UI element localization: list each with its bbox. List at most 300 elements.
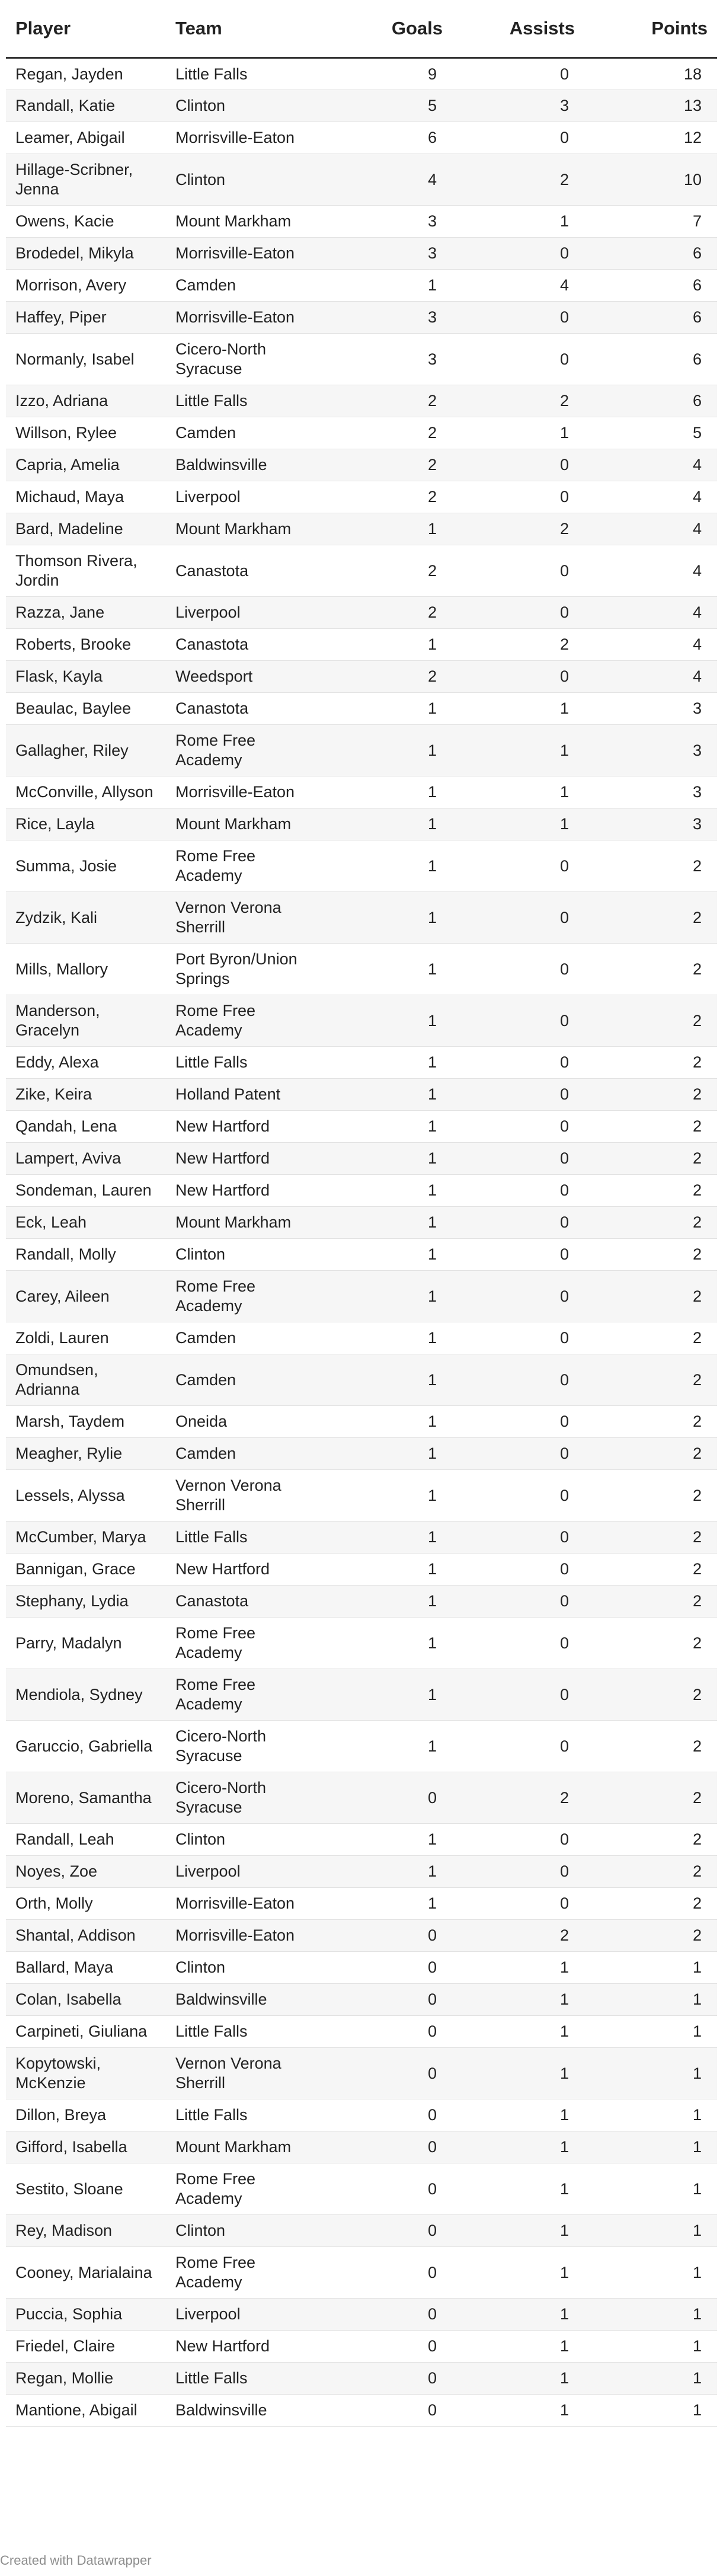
points-cell: 3	[584, 776, 717, 808]
goals-cell: 0	[320, 1920, 452, 1952]
points-cell: 4	[584, 597, 717, 629]
team-cell: Baldwinsville	[166, 2395, 320, 2427]
points-cell: 1	[584, 2048, 717, 2099]
points-cell: 2	[584, 892, 717, 944]
points-cell: 12	[584, 122, 717, 154]
goals-cell: 1	[320, 1175, 452, 1207]
assists-cell: 0	[452, 1856, 584, 1888]
player-cell: Mantione, Abigail	[6, 2395, 166, 2427]
team-cell: Vernon Verona Sherrill	[166, 1470, 320, 1522]
player-cell: Zydzik, Kali	[6, 892, 166, 944]
points-cell: 2	[584, 1920, 717, 1952]
player-cell: Dillon, Breya	[6, 2099, 166, 2131]
assists-cell: 0	[452, 1470, 584, 1522]
points-cell: 2	[584, 1406, 717, 1438]
assists-cell: 0	[452, 1438, 584, 1470]
table-row	[6, 1322, 717, 1354]
points-cell: 4	[584, 629, 717, 661]
assists-cell: 0	[452, 1047, 584, 1079]
goals-cell: 1	[320, 1406, 452, 1438]
points-cell: 1	[584, 1984, 717, 2016]
table-row	[6, 1522, 717, 1554]
table-row	[6, 1669, 717, 1721]
table-row	[6, 1920, 717, 1952]
points-cell: 2	[584, 1721, 717, 1772]
player-cell: Eck, Leah	[6, 1207, 166, 1239]
player-cell: Omundsen, Adrianna	[6, 1354, 166, 1406]
assists-cell: 0	[452, 1111, 584, 1143]
assists-cell: 1	[452, 725, 584, 776]
table-row	[6, 1079, 717, 1111]
assists-cell: 0	[452, 481, 584, 513]
points-cell: 6	[584, 238, 717, 270]
team-cell: Little Falls	[166, 385, 320, 417]
assists-cell: 1	[452, 206, 584, 238]
player-cell: Morrison, Avery	[6, 270, 166, 302]
team-cell: Clinton	[166, 1239, 320, 1271]
goals-cell: 0	[320, 1952, 452, 1984]
goals-cell: 1	[320, 1470, 452, 1522]
goals-cell: 1	[320, 776, 452, 808]
points-column-header[interactable]: Points	[584, 0, 717, 58]
assists-cell: 0	[452, 1554, 584, 1586]
player-cell: Moreno, Samantha	[6, 1772, 166, 1824]
goals-cell: 1	[320, 629, 452, 661]
team-cell: Rome Free Academy	[166, 2247, 320, 2299]
player-cell: Randall, Leah	[6, 1824, 166, 1856]
points-cell: 2	[584, 1856, 717, 1888]
assists-cell: 0	[452, 944, 584, 995]
team-cell: Camden	[166, 1438, 320, 1470]
player-cell: Eddy, Alexa	[6, 1047, 166, 1079]
goals-cell: 1	[320, 270, 452, 302]
points-cell: 1	[584, 2215, 717, 2247]
player-cell: Noyes, Zoe	[6, 1856, 166, 1888]
goals-cell: 0	[320, 2363, 452, 2395]
assists-cell: 0	[452, 545, 584, 597]
player-cell: Shantal, Addison	[6, 1920, 166, 1952]
assists-cell: 0	[452, 1079, 584, 1111]
team-cell: Cicero-North Syracuse	[166, 1772, 320, 1824]
team-cell: New Hartford	[166, 1111, 320, 1143]
goals-cell: 1	[320, 1554, 452, 1586]
team-cell: Mount Markham	[166, 206, 320, 238]
table-row	[6, 2363, 717, 2395]
table-row	[6, 2395, 717, 2427]
team-cell: New Hartford	[166, 1554, 320, 1586]
assists-cell: 1	[452, 1952, 584, 1984]
assists-cell: 0	[452, 1586, 584, 1618]
table-row	[6, 545, 717, 597]
assists-cell: 1	[452, 2363, 584, 2395]
table-row	[6, 122, 717, 154]
assists-cell: 0	[452, 1721, 584, 1772]
goals-cell: 0	[320, 2299, 452, 2331]
table-row	[6, 2215, 717, 2247]
table-row	[6, 1856, 717, 1888]
team-cell: Liverpool	[166, 597, 320, 629]
player-cell: Regan, Mollie	[6, 2363, 166, 2395]
player-cell: Rice, Layla	[6, 808, 166, 840]
assists-cell: 1	[452, 417, 584, 449]
team-cell: Clinton	[166, 154, 320, 206]
goals-cell: 1	[320, 1438, 452, 1470]
table-row	[6, 1438, 717, 1470]
table-row	[6, 1111, 717, 1143]
table-row	[6, 417, 717, 449]
goals-cell: 3	[320, 334, 452, 385]
goals-cell: 1	[320, 1322, 452, 1354]
player-cell: Izzo, Adriana	[6, 385, 166, 417]
table-row	[6, 1207, 717, 1239]
table-row	[6, 58, 717, 90]
team-cell: Mount Markham	[166, 2131, 320, 2163]
assists-cell: 1	[452, 808, 584, 840]
player-cell: Randall, Katie	[6, 90, 166, 122]
points-cell: 6	[584, 334, 717, 385]
player-cell: Beaulac, Baylee	[6, 693, 166, 725]
assists-cell: 0	[452, 1143, 584, 1175]
table-row	[6, 481, 717, 513]
team-cell: Canastota	[166, 545, 320, 597]
points-cell: 1	[584, 2363, 717, 2395]
table-row	[6, 1984, 717, 2016]
goals-cell: 0	[320, 2131, 452, 2163]
goals-cell: 4	[320, 154, 452, 206]
table-row	[6, 2299, 717, 2331]
team-cell: Clinton	[166, 2215, 320, 2247]
player-cell: Regan, Jayden	[6, 58, 166, 90]
team-cell: Rome Free Academy	[166, 995, 320, 1047]
table-row	[6, 1047, 717, 1079]
goals-cell: 1	[320, 1143, 452, 1175]
goals-cell: 1	[320, 1354, 452, 1406]
assists-cell: 1	[452, 2016, 584, 2048]
goals-cell: 1	[320, 1669, 452, 1721]
points-cell: 2	[584, 840, 717, 892]
points-cell: 1	[584, 2016, 717, 2048]
table-row	[6, 1618, 717, 1669]
table-row	[6, 302, 717, 334]
assists-cell: 1	[452, 2131, 584, 2163]
table-row	[6, 206, 717, 238]
player-cell: Flask, Kayla	[6, 661, 166, 693]
team-cell: Camden	[166, 1354, 320, 1406]
assists-cell: 0	[452, 334, 584, 385]
team-cell: Canastota	[166, 629, 320, 661]
assists-column-header[interactable]: Assists	[452, 0, 584, 58]
player-cell: McConville, Allyson	[6, 776, 166, 808]
points-cell: 2	[584, 1522, 717, 1554]
table-row	[6, 513, 717, 545]
team-cell: Mount Markham	[166, 1207, 320, 1239]
player-cell: Kopytowski, McKenzie	[6, 2048, 166, 2099]
player-cell: Brodedel, Mikyla	[6, 238, 166, 270]
goals-cell: 2	[320, 481, 452, 513]
goals-cell: 1	[320, 725, 452, 776]
assists-cell: 2	[452, 385, 584, 417]
points-cell: 2	[584, 1586, 717, 1618]
table-row	[6, 1406, 717, 1438]
goals-cell: 1	[320, 944, 452, 995]
team-cell: Rome Free Academy	[166, 725, 320, 776]
goals-cell: 1	[320, 995, 452, 1047]
points-cell: 2	[584, 1824, 717, 1856]
team-cell: Morrisville-Eaton	[166, 1888, 320, 1920]
assists-cell: 0	[452, 661, 584, 693]
assists-cell: 1	[452, 2331, 584, 2363]
table-header	[6, 0, 717, 58]
points-cell: 2	[584, 1888, 717, 1920]
goals-cell: 1	[320, 808, 452, 840]
header-row	[6, 0, 717, 58]
team-cell: New Hartford	[166, 1143, 320, 1175]
table-row	[6, 944, 717, 995]
points-cell: 4	[584, 661, 717, 693]
player-cell: Capria, Amelia	[6, 449, 166, 481]
team-cell: Rome Free Academy	[166, 1669, 320, 1721]
goals-cell: 1	[320, 892, 452, 944]
player-cell: Haffey, Piper	[6, 302, 166, 334]
team-cell: Canastota	[166, 1586, 320, 1618]
goals-cell: 1	[320, 1047, 452, 1079]
player-cell: Zike, Keira	[6, 1079, 166, 1111]
points-cell: 6	[584, 302, 717, 334]
goals-cell: 0	[320, 2215, 452, 2247]
goals-cell: 1	[320, 1586, 452, 1618]
points-cell: 3	[584, 725, 717, 776]
player-cell: Summa, Josie	[6, 840, 166, 892]
points-cell: 5	[584, 417, 717, 449]
player-cell: Marsh, Taydem	[6, 1406, 166, 1438]
goals-cell: 0	[320, 2247, 452, 2299]
table-row	[6, 385, 717, 417]
team-cell: Vernon Verona Sherrill	[166, 892, 320, 944]
points-cell: 1	[584, 2099, 717, 2131]
player-cell: Parry, Madalyn	[6, 1618, 166, 1669]
table-row	[6, 1586, 717, 1618]
assists-cell: 0	[452, 1175, 584, 1207]
player-cell: Lampert, Aviva	[6, 1143, 166, 1175]
table-row	[6, 238, 717, 270]
player-cell: Bannigan, Grace	[6, 1554, 166, 1586]
player-cell: Roberts, Brooke	[6, 629, 166, 661]
table-row	[6, 1888, 717, 1920]
table-body	[6, 58, 717, 2427]
team-cell: Rome Free Academy	[166, 2163, 320, 2215]
points-cell: 13	[584, 90, 717, 122]
assists-cell: 1	[452, 2163, 584, 2215]
team-cell: Rome Free Academy	[166, 1618, 320, 1669]
goals-cell: 0	[320, 1984, 452, 2016]
goals-cell: 2	[320, 449, 452, 481]
team-cell: Camden	[166, 417, 320, 449]
player-cell: Orth, Molly	[6, 1888, 166, 1920]
assists-cell: 1	[452, 2099, 584, 2131]
assists-cell: 2	[452, 1920, 584, 1952]
table-row	[6, 1354, 717, 1406]
assists-cell: 0	[452, 122, 584, 154]
table-row	[6, 629, 717, 661]
table-row	[6, 2099, 717, 2131]
assists-cell: 0	[452, 1522, 584, 1554]
player-cell: Owens, Kacie	[6, 206, 166, 238]
goals-cell: 3	[320, 302, 452, 334]
team-cell: Clinton	[166, 1824, 320, 1856]
team-cell: Liverpool	[166, 1856, 320, 1888]
goals-cell: 1	[320, 840, 452, 892]
points-cell: 1	[584, 2299, 717, 2331]
assists-cell: 0	[452, 58, 584, 90]
table-row	[6, 693, 717, 725]
player-column-header[interactable]: Player	[6, 0, 166, 58]
table-row	[6, 2163, 717, 2215]
points-cell: 1	[584, 2163, 717, 2215]
goals-cell: 0	[320, 1772, 452, 1824]
team-cell: Oneida	[166, 1406, 320, 1438]
table-row	[6, 1952, 717, 1984]
points-cell: 2	[584, 1207, 717, 1239]
assists-cell: 2	[452, 629, 584, 661]
team-column-header[interactable]: Team	[166, 0, 320, 58]
table-row	[6, 1721, 717, 1772]
points-cell: 2	[584, 944, 717, 995]
player-cell: Carpineti, Giuliana	[6, 2016, 166, 2048]
goals-cell: 1	[320, 1888, 452, 1920]
assists-cell: 4	[452, 270, 584, 302]
table-row	[6, 1824, 717, 1856]
player-cell: Leamer, Abigail	[6, 122, 166, 154]
player-cell: McCumber, Marya	[6, 1522, 166, 1554]
assists-cell: 1	[452, 693, 584, 725]
points-cell: 7	[584, 206, 717, 238]
assists-cell: 0	[452, 1271, 584, 1322]
points-cell: 1	[584, 2131, 717, 2163]
points-cell: 3	[584, 693, 717, 725]
goals-cell: 1	[320, 1618, 452, 1669]
team-cell: Little Falls	[166, 2016, 320, 2048]
player-cell: Ballard, Maya	[6, 1952, 166, 1984]
player-cell: Colan, Isabella	[6, 1984, 166, 2016]
points-cell: 2	[584, 1047, 717, 1079]
team-cell: Morrisville-Eaton	[166, 122, 320, 154]
team-cell: Morrisville-Eaton	[166, 1920, 320, 1952]
goals-cell: 0	[320, 2395, 452, 2427]
assists-cell: 1	[452, 2048, 584, 2099]
points-cell: 1	[584, 2395, 717, 2427]
stats-table	[6, 0, 717, 2427]
points-cell: 2	[584, 1669, 717, 1721]
assists-cell: 3	[452, 90, 584, 122]
table-container	[6, 0, 717, 2427]
goals-cell: 2	[320, 597, 452, 629]
points-cell: 3	[584, 808, 717, 840]
team-cell: Liverpool	[166, 481, 320, 513]
table-row	[6, 1239, 717, 1271]
assists-cell: 0	[452, 1207, 584, 1239]
assists-cell: 2	[452, 154, 584, 206]
points-cell: 6	[584, 270, 717, 302]
goals-cell: 9	[320, 58, 452, 90]
team-cell: Morrisville-Eaton	[166, 238, 320, 270]
player-cell: Cooney, Marialaina	[6, 2247, 166, 2299]
points-cell: 2	[584, 1175, 717, 1207]
assists-cell: 0	[452, 1669, 584, 1721]
player-cell: Meagher, Rylie	[6, 1438, 166, 1470]
team-cell: Mount Markham	[166, 808, 320, 840]
points-cell: 2	[584, 1143, 717, 1175]
player-cell: Garuccio, Gabriella	[6, 1721, 166, 1772]
table-row	[6, 2331, 717, 2363]
points-cell: 2	[584, 1239, 717, 1271]
goals-cell: 0	[320, 2163, 452, 2215]
player-cell: Normanly, Isabel	[6, 334, 166, 385]
team-cell: Port Byron/Union Springs	[166, 944, 320, 995]
team-cell: Baldwinsville	[166, 1984, 320, 2016]
goals-cell: 1	[320, 1856, 452, 1888]
points-cell: 6	[584, 385, 717, 417]
goals-cell: 1	[320, 1207, 452, 1239]
player-cell: Mills, Mallory	[6, 944, 166, 995]
team-cell: Little Falls	[166, 1047, 320, 1079]
team-cell: Cicero-North Syracuse	[166, 1721, 320, 1772]
goals-cell: 5	[320, 90, 452, 122]
assists-cell: 0	[452, 1322, 584, 1354]
player-cell: Lessels, Alyssa	[6, 1470, 166, 1522]
assists-cell: 0	[452, 1824, 584, 1856]
points-cell: 4	[584, 545, 717, 597]
team-cell: Cicero-North Syracuse	[166, 334, 320, 385]
player-cell: Hillage-Scribner, Jenna	[6, 154, 166, 206]
player-cell: Rey, Madison	[6, 2215, 166, 2247]
points-cell: 2	[584, 995, 717, 1047]
table-row	[6, 154, 717, 206]
team-cell: Camden	[166, 1322, 320, 1354]
assists-cell: 0	[452, 1888, 584, 1920]
player-cell: Razza, Jane	[6, 597, 166, 629]
assists-cell: 1	[452, 2215, 584, 2247]
team-cell: Little Falls	[166, 2099, 320, 2131]
table-row	[6, 1772, 717, 1824]
goals-cell: 3	[320, 238, 452, 270]
goals-cell: 1	[320, 1111, 452, 1143]
goals-column-header[interactable]: Goals	[320, 0, 452, 58]
points-cell: 1	[584, 1952, 717, 1984]
table-row	[6, 1175, 717, 1207]
team-cell: Mount Markham	[166, 513, 320, 545]
table-row	[6, 449, 717, 481]
points-cell: 1	[584, 2247, 717, 2299]
assists-cell: 1	[452, 2395, 584, 2427]
goals-cell: 0	[320, 2048, 452, 2099]
points-cell: 2	[584, 1111, 717, 1143]
goals-cell: 1	[320, 1079, 452, 1111]
player-cell: Gifford, Isabella	[6, 2131, 166, 2163]
team-cell: Morrisville-Eaton	[166, 776, 320, 808]
player-cell: Michaud, Maya	[6, 481, 166, 513]
team-cell: Morrisville-Eaton	[166, 302, 320, 334]
player-cell: Mendiola, Sydney	[6, 1669, 166, 1721]
goals-cell: 6	[320, 122, 452, 154]
goals-cell: 3	[320, 206, 452, 238]
table-row	[6, 661, 717, 693]
assists-cell: 2	[452, 1772, 584, 1824]
player-cell: Gallagher, Riley	[6, 725, 166, 776]
player-cell: Friedel, Claire	[6, 2331, 166, 2363]
points-cell: 4	[584, 449, 717, 481]
player-cell: Qandah, Lena	[6, 1111, 166, 1143]
assists-cell: 1	[452, 776, 584, 808]
